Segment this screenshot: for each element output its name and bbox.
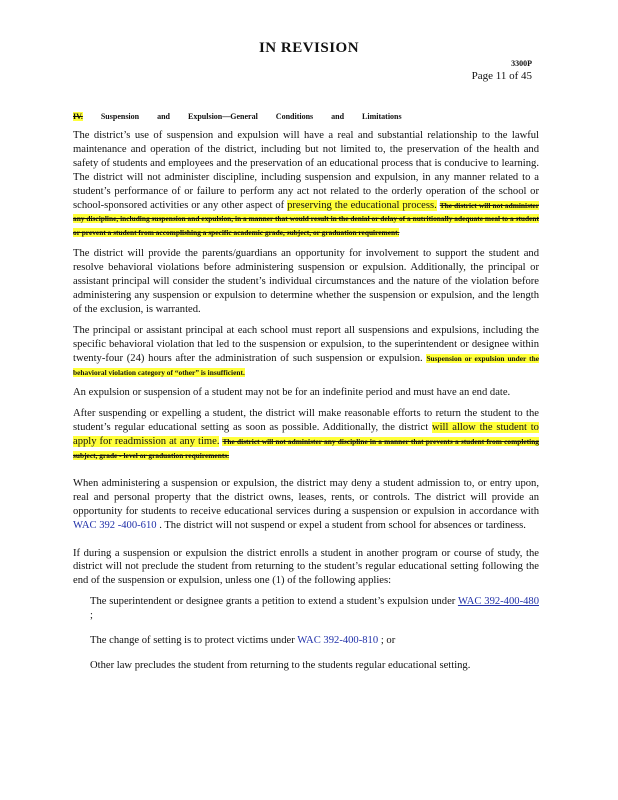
list-item xyxy=(73,634,539,648)
paragraph-use-of-suspension xyxy=(73,129,539,240)
list-item-end: ; or xyxy=(380,635,396,647)
section-title: Suspension and Expulsion—General Conditions and Limitations xyxy=(100,112,402,121)
paragraph-end-date: An expulsion or suspension of a student may not be for an indefinite period and must have an end date. xyxy=(73,387,511,399)
list-item-text: The superintendent or designee grants a petition to extend a student’s expulsion under xyxy=(90,596,456,608)
section-heading xyxy=(73,112,539,121)
wac-link-810[interactable]: WAC 392-400-810 xyxy=(297,635,379,647)
list-item xyxy=(73,595,539,623)
paragraph-return-to-setting xyxy=(73,407,539,463)
section-number: IV. xyxy=(73,112,83,121)
list-item xyxy=(73,659,539,673)
list-item-text: Other law precludes the student from returning to the students regular educational setting. xyxy=(90,660,471,671)
page-title: IN REVISION xyxy=(258,40,360,56)
policy-code: 3300P xyxy=(511,59,532,68)
page-number: Page 11 of 45 xyxy=(471,70,532,82)
paragraph-other-program: If during a suspension or expulsion the district enrolls a student in another program or course of study, the district will not preclude the student from returning to the student’s regular educational setting following the end of the suspension or expulsion, unless one (1) of the following applies: xyxy=(73,547,539,587)
paragraph-text: When administering a suspension or expulsion, the district may deny a student admission to, or entry upon, real and personal property that the district owns, leases, rents, or controls. The district will provide an opportunity for students to receive educational services during a suspension or expulsion in accordance with xyxy=(73,477,539,517)
wac-link-610[interactable]: WAC 392 -400-610 xyxy=(73,519,157,531)
wac-link-480[interactable]: WAC 392-400-480 xyxy=(457,596,539,608)
paragraph-reporting xyxy=(73,324,539,380)
paragraph-text: The district’s use of suspension and expulsion will have a real and substantial relationship to the lawful maintenance and operation of the district, including but not limited to, the preservation of the health and safety of students and employees and the preservation of an educational process that is conducive to learning. The district will not administer discipline, including suspension and expulsion, in any manner related to a student’s performance of or failure to perform any act not related to the orderly operation of the school or school-sponsored activities or any other aspect of xyxy=(73,130,539,211)
highlighted-text: preserving the educational process. xyxy=(287,199,437,211)
paragraph-text: The principal or assistant principal at each school must report all suspensions and expulsions, including the specific behavioral violation that led to the suspension or expulsion, to the superintendent or designee within twenty-four (24) hours after the administration of such suspension or expulsion. xyxy=(73,324,539,364)
document-body xyxy=(73,112,539,684)
list-item-text: The change of setting is to protect victims under xyxy=(90,635,295,647)
paragraph-property-admission xyxy=(73,477,539,533)
paragraph-parent-involvement: The district will provide the parents/guardians an opportunity for involvement to support the student and resolve behavioral violations before administering suspension or expulsion. Additionally, the principal or assistant principal will consider the student’s individual circumstances and the nature of the violation before administering any suspension or expulsion to determine whether the suspension or expulsion, and the length of the exclusion, is warranted. xyxy=(73,248,539,315)
paragraph-text: . The district will not suspend or expel a student from school for absences or tardiness. xyxy=(159,519,526,531)
highlighted-text: will allow the student to apply for readmission at any time. xyxy=(73,422,539,448)
exceptions-list xyxy=(73,595,539,673)
struck-highlighted-text: The district will not administer any discipline in a manner that prevents a student from completing subject, grade - level or graduation requirements. xyxy=(73,437,539,461)
paragraph-text: After suspending or expelling a student, the district will make reasonable efforts to return the student to the student’s regular educational setting as soon as possible. Additionally, the district xyxy=(73,408,539,434)
list-item-end: ; xyxy=(90,610,93,622)
struck-highlighted-text: The district will not administer any discipline, including suspension and expulsion, in a manner that would result in the denial or delay of a nutritionally adequate meal to a student or prevent a student from accomplishing a specific academic grade, subject, or graduation requirement. xyxy=(73,200,539,238)
highlighted-text: Suspension or expulsion under the behavioral violation category of “other” is insufficient. xyxy=(73,353,540,377)
